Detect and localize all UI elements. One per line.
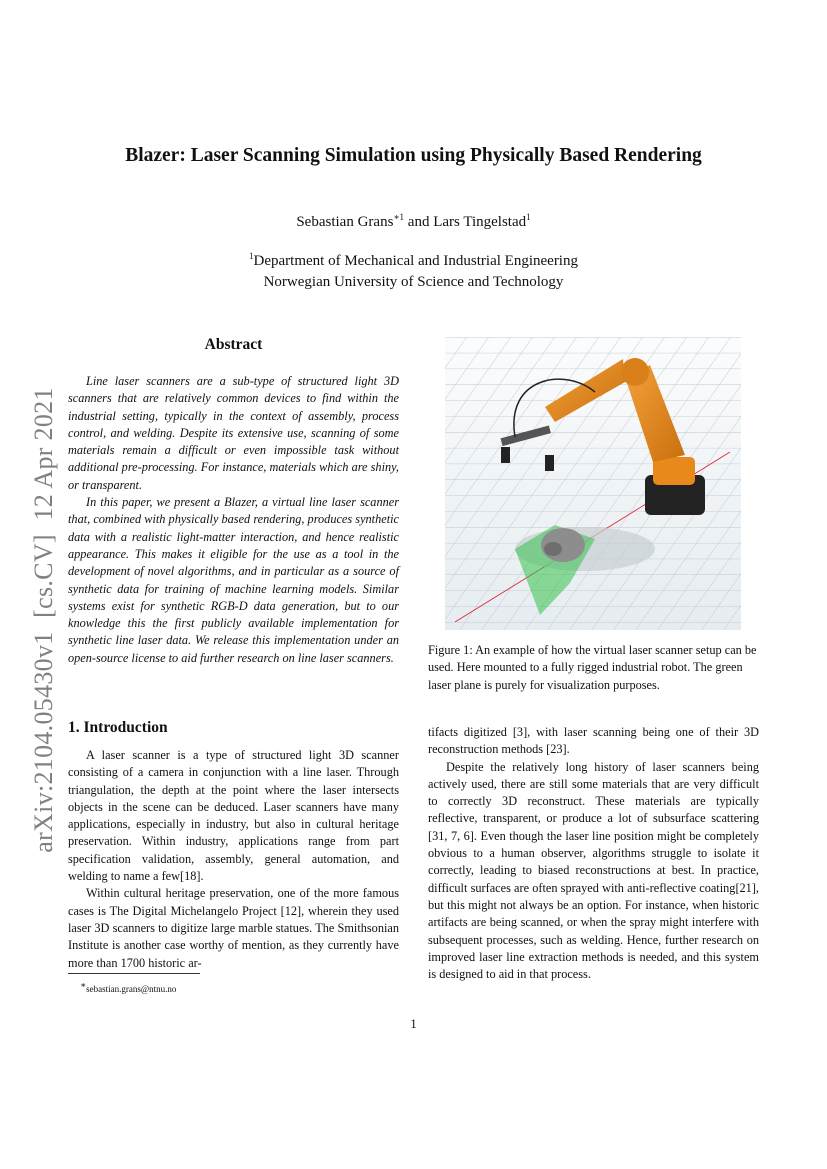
figure-1-image — [445, 337, 741, 630]
abstract-body — [68, 373, 399, 667]
robot-laser-render — [445, 337, 741, 630]
scanned-object-detail — [544, 542, 562, 556]
author-2-marks: 1 — [526, 212, 531, 222]
affiliation — [0, 246, 827, 293]
abstract-paragraph-1: Line laser scanners are a sub-type of structured light 3D scanners that are relatively common devices to find within the industrial setting, typically in the context of assembly, process control, and welding. Despite its extensive use, scanning of some materials remain a difficult or even impossible task without additional pre-processing. For instance, materials which are shiny, or transparent. — [68, 374, 399, 492]
author-1: Sebastian Grans — [296, 214, 394, 230]
affiliation-mark: 1 — [249, 251, 254, 261]
author-2: Lars Tingelstad — [433, 214, 527, 230]
author-conjunction: and — [404, 214, 434, 230]
left-column-text — [68, 747, 399, 972]
figure-1-caption: Figure 1: An example of how the virtual laser scanner setup can be used. Here mounted to a fully rigged industrial robot. The green laser plane is purely for visualization purposes. — [428, 643, 757, 692]
author-1-marks: ∗1 — [393, 212, 405, 222]
intro-paragraph-1: A laser scanner is a type of structured light 3D scanner consisting of a camera in conjunction with a line laser. Through triangulation, the depth at the point where the laser intersects objects in the scene can be deduced. Laser scanners have many applications, especially in industry, but also in cultural heritage preservation. Within industry, applications range from part specification validation, assembly, general automation, and welding to name a few[18]. — [68, 748, 399, 884]
intro-paragraph-2: Within cultural heritage preservation, one of the more famous cases is The Digital Michelangelo Project [12], wherein they used laser 3D scanners to digitize large marble statues. The Smithsonian Institute is another case worthy of mention, as they currently have more than 1700 historic ar- — [68, 886, 399, 970]
right-column-text — [428, 724, 759, 983]
affiliation-line-2: Norwegian University of Science and Technology — [263, 274, 564, 290]
abstract-heading: Abstract — [204, 336, 263, 353]
affiliation-line-1: Department of Mechanical and Industrial Engineering — [253, 253, 578, 269]
paper-title: Blazer: Laser Scanning Simulation using Physically Based Rendering — [125, 145, 702, 166]
robot-elbow-joint — [621, 358, 649, 386]
footnote-email: sebastian.grans@ntnu.no — [86, 984, 177, 994]
intro-paragraph-3: Despite the relatively long history of laser scanners being actively used, there are still some materials that are very difficult to correctly 3D reconstruct. These materials are typically reflective, transparent, or produce a lot of subsurface scattering [31, 7, 6]. Even though the laser line position might be completely obvious to a human observer, algorithms struggle to isolate it correctly, leading to biased reconstructions at best. In practice, difficult surfaces are often sprayed with anti-reflective coating[21], but this might not always be an option. For instance, when historic artifacts are being scanned, or when the spray might interfere with subsequent processes, such as welding. Hence, further research on improved laser line extraction methods is needed, and this system is designed to aid in that process. — [428, 759, 759, 982]
scanner-laser — [545, 455, 554, 471]
author-list — [0, 212, 827, 231]
page-number: 1 — [410, 1016, 417, 1031]
abstract-paragraph-2: In this paper, we present a Blazer, a virtual line laser scanner that, combined with physically based rendering, produces synthetic data with a realistic light-matter interaction, and hence realistic appearance. This makes it eligible for the use as a tool in the development of novel algorithms, and in particular as a source of synthetic data for training of machine learning models. Similar systems exist for synthetic RGB-D data generation, but to our knowledge this the first publicly available implementation for synthetic line laser data. We release this implementation under an open-source license to aid further research on line laser scanners. — [68, 495, 399, 665]
robot-base-turret — [653, 457, 695, 485]
scanner-camera — [501, 447, 510, 463]
footnote-rule — [68, 973, 200, 974]
footnote — [80, 980, 176, 994]
footnote-mark: ∗ — [80, 980, 87, 990]
arxiv-identifier: arXiv:2104.05430v1 [cs.CV] 12 Apr 2021 — [29, 387, 58, 853]
section-heading-introduction: 1. Introduction — [68, 719, 168, 736]
intro-paragraph-2-continued: tifacts digitized [3], with laser scanning being one of their 3D reconstruction methods [23]. — [428, 725, 759, 757]
